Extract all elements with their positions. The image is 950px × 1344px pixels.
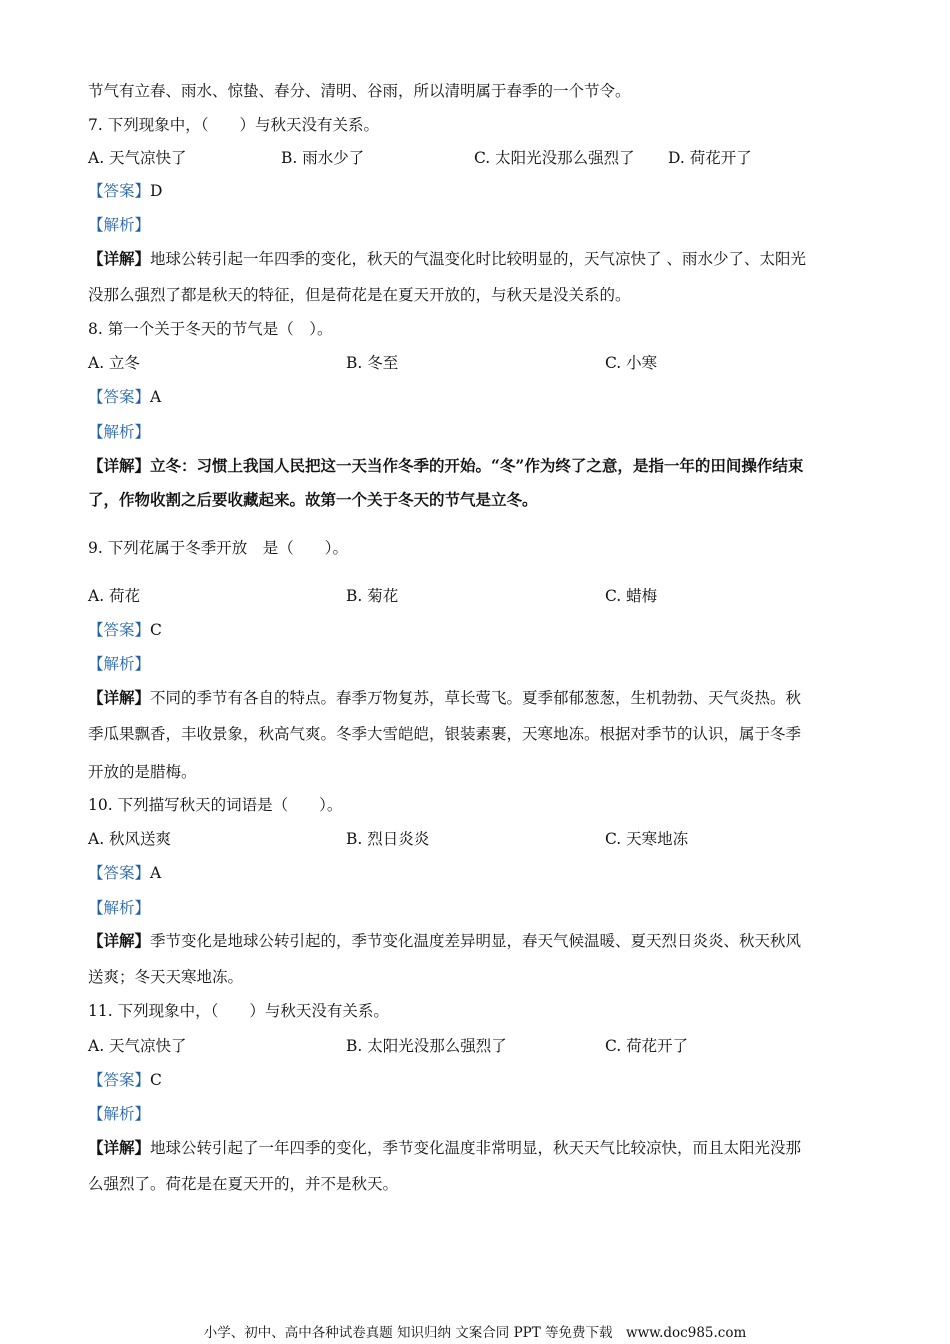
question-10-options (88, 829, 868, 849)
option-a: A. 立冬 (88, 354, 141, 372)
question-7-analysis-label: 【解析】 (88, 216, 151, 234)
answer-label: 【答案】 (88, 1071, 151, 1089)
option-c: C. 天寒地冻 (605, 830, 689, 848)
option-a: A. 天气凉快了 (88, 1037, 187, 1055)
page-footer: 小学、初中、高中各种试卷真题 知识归纳 文案合同 PPT 等免费下载 www.doc985.com (203, 1325, 747, 1341)
answer-label: 【答案】 (88, 864, 151, 882)
answer-label: 【答案】 (88, 182, 151, 200)
question-11-options (88, 1036, 868, 1056)
answer-label: 【答案】 (88, 621, 151, 639)
question-7-answer (88, 181, 162, 201)
question-11-detail-line-2: 么强烈了。荷花是在夏天开的，并不是秋天。 (88, 1175, 399, 1193)
question-9-detail-line-1 (88, 688, 801, 708)
option-a: A. 秋风送爽 (88, 830, 172, 848)
question-11-detail-line-1 (88, 1138, 801, 1158)
option-b: B. 菊花 (346, 587, 399, 605)
option-a: A. 天气凉快了 (88, 149, 187, 167)
intro-text: 节气有立春、雨水、惊蛰、春分、清明、谷雨，所以清明属于春季的一个节令。 (88, 82, 631, 100)
question-8-analysis-label: 【解析】 (88, 423, 151, 441)
answer-value: C (150, 1071, 162, 1089)
question-11-analysis-label: 【解析】 (88, 1105, 151, 1123)
question-8-detail-line-2: 了，作物收割之后要收藏起来。故第一个关于冬天的节气是立冬。 (88, 490, 538, 509)
question-9-detail-line-3: 开放的是腊梅。 (88, 763, 197, 781)
detail-text: 季节变化是地球公转引起的，季节变化温度差异明显，春天气候温暖、夏天烈日炎炎、秋天秋风 (150, 932, 802, 950)
answer-value: A (150, 864, 162, 882)
option-b: B. 雨水少了 (281, 149, 365, 167)
question-9-answer (88, 620, 162, 640)
question-10-detail-line-1 (88, 931, 801, 951)
question-9-analysis-label: 【解析】 (88, 655, 151, 673)
question-7-stem: 7. 下列现象中，（ ）与秋天没有关系。 (88, 116, 379, 134)
question-10-analysis-label: 【解析】 (88, 899, 151, 917)
detail-label: 【详解】 (88, 249, 151, 268)
option-c: C. 荷花开了 (605, 1037, 689, 1055)
question-8-options (88, 353, 868, 373)
option-c: C. 太阳光没那么强烈了 (474, 149, 635, 167)
question-11-answer (88, 1070, 162, 1090)
option-a: A. 荷花 (88, 587, 141, 605)
question-9-stem: 9. 下列花属于冬季开放 是（ ）。 (88, 539, 348, 557)
detail-label: 【详解】 (88, 931, 151, 950)
question-8-detail-line-1 (88, 456, 803, 476)
question-11-stem: 11. 下列现象中，（ ）与秋天没有关系。 (88, 1002, 389, 1020)
option-b: B. 太阳光没那么强烈了 (346, 1037, 507, 1055)
option-c: C. 蜡梅 (605, 587, 658, 605)
question-10-answer (88, 863, 161, 883)
detail-label: 【详解】 (88, 1138, 151, 1157)
option-c: C. 小寒 (605, 354, 658, 372)
detail-text: 不同的季节有各自的特点。春季万物复苏，草长莺飞。夏季郁郁葱葱，生机勃勃、天气炎热。秋 (150, 689, 802, 707)
question-7-options (88, 148, 868, 168)
answer-value: C (150, 621, 162, 639)
detail-text: 立冬：习惯上我国人民把这一天当作冬季的开始。“冬”作为终了之意，是指一年的田间操作结束 (150, 456, 804, 475)
question-7-detail-line-2: 没那么强烈了都是秋天的特征，但是荷花是在夏天开放的，与秋天是没关系的。 (88, 286, 631, 304)
answer-label: 【答案】 (88, 388, 151, 406)
option-b: B. 烈日炎炎 (346, 830, 430, 848)
answer-value: A (150, 388, 162, 406)
option-b: B. 冬至 (346, 354, 399, 372)
question-8-stem: 8. 第一个关于冬天的节气是（ ）。 (88, 320, 333, 338)
detail-label: 【详解】 (88, 688, 151, 707)
question-9-detail-line-2: 季瓜果飘香，丰收景象，秋高气爽。冬季大雪皑皑，银装素裹，天寒地冻。根据对季节的认识，属于冬季 (88, 725, 802, 743)
question-9-options (88, 586, 868, 606)
question-10-detail-line-2: 送爽；冬天天寒地冻。 (88, 968, 244, 986)
question-8-answer (88, 387, 161, 407)
detail-text: 地球公转引起了一年四季的变化，季节变化温度非常明显，秋天天气比较凉快，而且太阳光没那 (150, 1139, 802, 1157)
detail-label: 【详解】 (88, 456, 151, 475)
question-10-stem: 10. 下列描写秋天的词语是（ ）。 (88, 796, 343, 814)
question-7-detail-line-1 (88, 249, 806, 269)
option-d: D. 荷花开了 (668, 149, 752, 167)
answer-value: D (150, 182, 163, 200)
detail-text: 地球公转引起一年四季的变化，秋天的气温变化时比较明显的，天气凉快了 、雨水少了、太阳光 (150, 250, 806, 268)
